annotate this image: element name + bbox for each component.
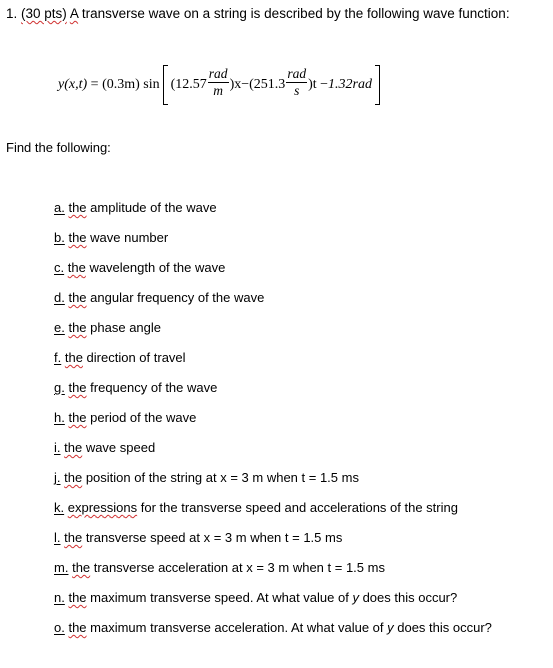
eq-minus-2: − <box>320 77 329 92</box>
item-letter: g. <box>54 380 65 395</box>
eq-w-unit-den: s <box>294 82 300 98</box>
wave-function-equation <box>58 62 380 108</box>
item-letter: o. <box>54 620 65 635</box>
item-text-tail: does this occur? <box>393 620 492 635</box>
item-first-word: the <box>68 380 87 395</box>
eq-k-unit-fraction <box>208 66 229 99</box>
item-letter: l. <box>54 530 61 545</box>
eq-minus-1: − <box>241 77 250 92</box>
item-letter: e. <box>54 320 65 335</box>
item-first-word: the <box>68 290 87 305</box>
item-text: for the transverse speed and accelerations of the string <box>137 500 458 515</box>
item-letter: c. <box>54 260 65 275</box>
problem-points: (30 pts) <box>21 6 67 21</box>
list-item-d <box>54 290 264 305</box>
eq-lhs: y(x,t) <box>58 77 88 92</box>
item-text: frequency of the wave <box>86 380 218 395</box>
item-first-word: the <box>68 320 87 335</box>
eq-k-close: )x <box>229 77 242 92</box>
list-item-o <box>54 620 492 635</box>
problem-statement-lead: A <box>69 6 79 21</box>
item-letter: k. <box>54 500 65 515</box>
list-item-g <box>54 380 217 395</box>
item-text: direction of travel <box>82 350 186 365</box>
eq-amplitude: (0.3m) <box>102 77 140 92</box>
eq-w-unit-num: rad <box>287 65 307 81</box>
item-text: angular frequency of the wave <box>86 290 265 305</box>
item-first-word: the <box>72 560 91 575</box>
list-item-m <box>54 560 385 575</box>
eq-w-unit-fraction <box>286 66 307 99</box>
list-item-j <box>54 470 359 485</box>
item-first-word: the <box>64 440 83 455</box>
list-item-n <box>54 590 457 605</box>
item-variable: y <box>387 620 394 635</box>
list-item-b <box>54 230 168 245</box>
item-letter: a. <box>54 200 65 215</box>
item-letter: f. <box>54 350 62 365</box>
item-text: amplitude of the wave <box>86 200 217 215</box>
item-first-word: the <box>68 200 87 215</box>
item-first-word: the <box>68 410 87 425</box>
item-text: phase angle <box>86 320 161 335</box>
list-item-c <box>54 260 225 275</box>
item-text: maximum transverse acceleration. At what value of <box>86 620 388 635</box>
eq-k-open: (12.57 <box>170 77 207 92</box>
item-text: wave speed <box>82 440 156 455</box>
item-text: period of the wave <box>86 410 197 425</box>
item-text: transverse speed at x = 3 m when t = 1.5 ms <box>82 530 343 545</box>
list-item-l <box>54 530 342 545</box>
item-first-word: the <box>68 230 87 245</box>
eq-w-open: (251.3 <box>249 77 286 92</box>
problem-number: 1. <box>6 6 18 21</box>
item-text: maximum transverse speed. At what value of <box>86 590 353 605</box>
item-letter: i. <box>54 440 61 455</box>
item-letter: b. <box>54 230 65 245</box>
item-first-word: the <box>67 260 86 275</box>
list-item-a <box>54 200 217 215</box>
eq-w-close: )t <box>308 77 317 92</box>
item-variable: y <box>352 590 359 605</box>
item-text: position of the string at x = 3 m when t = 1.5 ms <box>82 470 359 485</box>
find-label: Find the following: <box>6 140 111 155</box>
item-letter: n. <box>54 590 65 605</box>
item-first-word: expressions <box>67 500 138 515</box>
item-first-word: the <box>64 530 83 545</box>
problem-statement <box>6 6 510 21</box>
item-text: wavelength of the wave <box>85 260 226 275</box>
item-text: transverse acceleration at x = 3 m when t = 1.5 ms <box>90 560 385 575</box>
eq-phase: 1.32rad <box>328 77 372 92</box>
list-item-k <box>54 500 458 515</box>
item-first-word: the <box>68 590 87 605</box>
eq-equals: = <box>90 77 99 92</box>
item-first-word: the <box>64 350 83 365</box>
item-letter: h. <box>54 410 65 425</box>
eq-k-unit-num: rad <box>208 65 228 81</box>
eq-k-unit-den: m <box>213 82 224 98</box>
eq-sin: sin <box>143 77 160 92</box>
eq-bracket-right <box>375 65 380 105</box>
problem-statement-text: transverse wave on a string is described by the following wave function: <box>78 6 510 21</box>
item-letter: m. <box>54 560 69 575</box>
item-text-tail: does this occur? <box>358 590 458 605</box>
list-item-f <box>54 350 186 365</box>
eq-bracket-left <box>163 65 168 105</box>
list-item-i <box>54 440 155 455</box>
item-first-word: the <box>68 620 87 635</box>
item-text: wave number <box>86 230 169 245</box>
item-letter: j. <box>54 470 61 485</box>
item-letter: d. <box>54 290 65 305</box>
list-item-h <box>54 410 196 425</box>
list-item-e <box>54 320 161 335</box>
item-first-word: the <box>64 470 83 485</box>
